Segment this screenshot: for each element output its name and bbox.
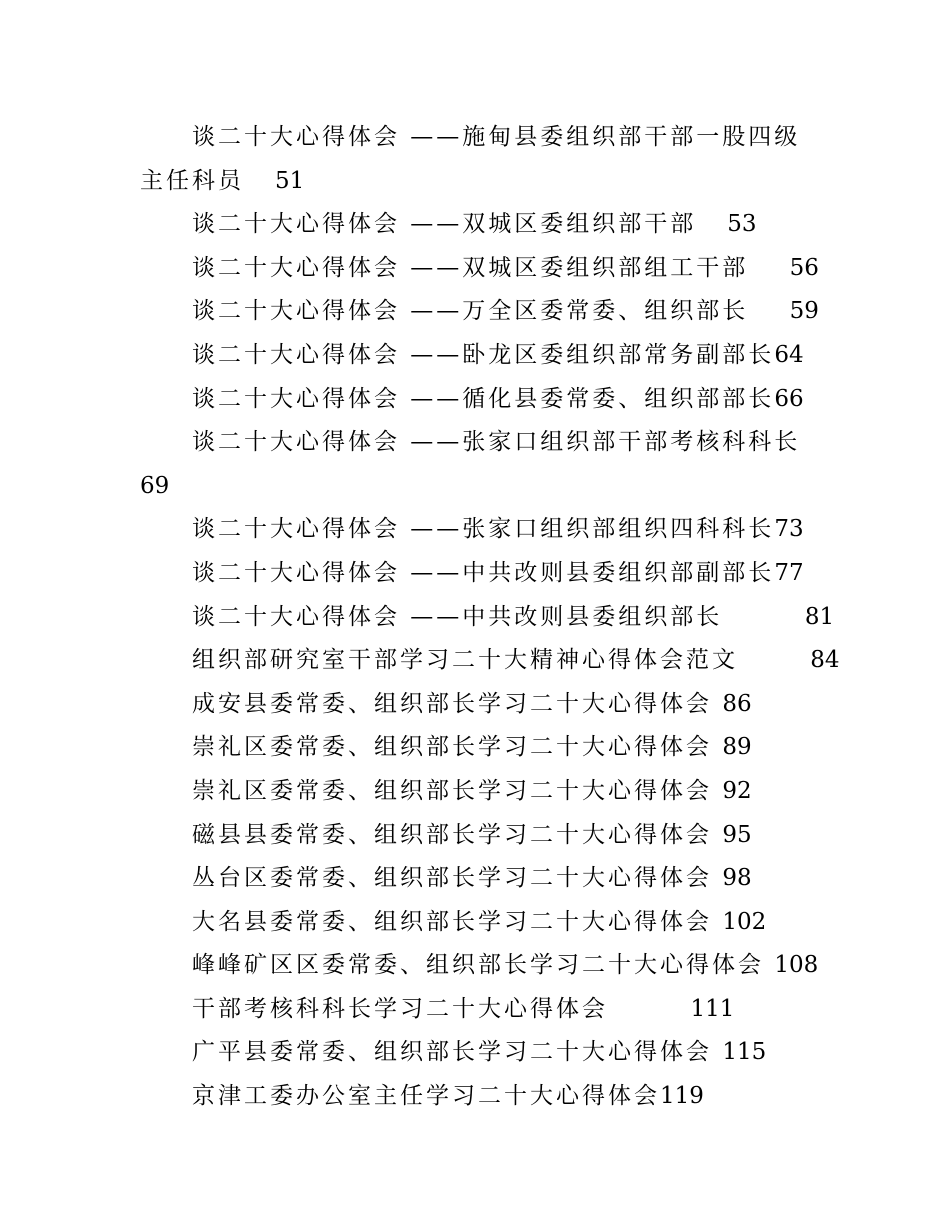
toc-entry-page: 119 <box>660 1083 704 1110</box>
toc-entry-title: 广平县委常委、组织部长学习二十大心得体会 <box>192 1039 712 1066</box>
toc-entry[interactable] <box>140 857 810 901</box>
toc-entry-separator <box>712 909 722 935</box>
toc-entry-page: 95 <box>722 821 752 848</box>
toc-entry[interactable] <box>140 378 810 422</box>
toc-entry[interactable] <box>140 552 810 596</box>
toc-entry-title: 谈二十大心得体会 ——张家口组织部干部考核科科长 <box>192 429 801 456</box>
toc-entry[interactable] <box>140 203 810 247</box>
toc-entry-page: 73 <box>774 516 804 543</box>
toc-entry-title: 谈二十大心得体会 ——双城区委组织部干部 <box>192 211 697 238</box>
toc-entry-page: 77 <box>774 559 804 586</box>
toc-entry[interactable] <box>140 988 810 1032</box>
toc-entry-separator <box>738 647 810 673</box>
toc-entry-title: 成安县委常委、组织部长学习二十大心得体会 <box>192 690 712 717</box>
toc-entry-separator <box>764 952 774 978</box>
toc-entry-title: 京津工委办公室主任学习二十大心得体会 <box>192 1083 660 1110</box>
toc-entry-title: 磁县县委常委、组织部长学习二十大心得体会 <box>192 821 712 848</box>
toc-entry-page: 98 <box>722 865 752 892</box>
toc-entry-title: 峰峰矿区区委常委、组织部长学习二十大心得体会 <box>192 952 764 979</box>
toc-entry[interactable] <box>140 334 810 378</box>
toc-entry-title: 崇礼区委常委、组织部长学习二十大心得体会 <box>192 734 712 761</box>
toc-entry-separator <box>712 865 722 891</box>
toc-entry[interactable] <box>140 596 835 640</box>
toc-entry-page: 108 <box>774 952 819 979</box>
toc-entry-page: 111 <box>690 995 735 1022</box>
toc-entry-title: 大名县委常委、组织部长学习二十大心得体会 <box>192 908 712 935</box>
toc-entry-title: 谈二十大心得体会 ——万全区委常委、组织部长 <box>192 298 749 325</box>
toc-entry-title: 干部考核科科长学习二十大心得体会 <box>192 995 608 1022</box>
toc-entry[interactable] <box>140 944 819 988</box>
toc-entry-page: 64 <box>774 341 804 368</box>
toc-entry-separator <box>608 996 691 1022</box>
toc-entry-page: 56 <box>789 254 819 281</box>
toc-entry-page: 51 <box>274 167 305 194</box>
toc-entry-title: 谈二十大心得体会 ——施甸县委组织部干部一股四级主任科员 <box>140 124 801 194</box>
toc-entry[interactable] <box>140 508 810 552</box>
toc-entry[interactable] <box>140 901 810 945</box>
toc-entry-separator <box>712 734 722 760</box>
toc-entry-separator <box>244 168 275 194</box>
toc-entry-page: 102 <box>722 908 767 935</box>
toc-entry[interactable] <box>140 1075 810 1119</box>
toc-entry[interactable] <box>140 726 810 770</box>
toc-entry[interactable] <box>140 290 819 334</box>
toc-entry-title: 谈二十大心得体会 ——中共改则县委组织部长 <box>192 603 723 630</box>
toc-entry-page: 81 <box>804 603 835 630</box>
toc-entry-separator <box>712 822 722 848</box>
table-of-contents <box>140 116 840 1119</box>
toc-entry-separator <box>722 604 805 630</box>
toc-entry[interactable] <box>140 683 810 727</box>
toc-entry-separator <box>748 255 789 281</box>
toc-entry[interactable] <box>140 116 810 203</box>
toc-entry-separator <box>712 1039 722 1065</box>
toc-entry[interactable] <box>140 770 810 814</box>
toc-entry-title: 谈二十大心得体会 ——中共改则县委组织部副部长 <box>192 559 775 586</box>
toc-entry-title: 谈二十大心得体会 ——双城区委组织部组工干部 <box>192 254 749 281</box>
toc-entry-page: 84 <box>810 647 840 674</box>
toc-entry-title: 组织部研究室干部学习二十大精神心得体会范文 <box>192 647 738 674</box>
toc-entry-page: 89 <box>722 734 752 761</box>
toc-entry-page: 92 <box>722 777 752 804</box>
toc-entry[interactable] <box>140 639 840 683</box>
toc-entry-title: 崇礼区委常委、组织部长学习二十大心得体会 <box>192 777 712 804</box>
toc-entry-separator <box>712 691 722 717</box>
toc-entry-title: 谈二十大心得体会 ——卧龙区委组织部常务副部长 <box>192 341 775 368</box>
toc-entry-separator <box>712 778 722 804</box>
toc-entry[interactable] <box>140 421 810 508</box>
toc-entry-separator <box>696 211 727 237</box>
toc-entry-page: 69 <box>140 472 170 499</box>
toc-entry-page: 86 <box>722 690 752 717</box>
toc-entry-title: 谈二十大心得体会 ——循化县委常委、组织部部长 <box>192 385 775 412</box>
toc-entry[interactable] <box>140 814 810 858</box>
toc-entry-page: 59 <box>789 298 819 325</box>
toc-entry-page: 53 <box>727 211 757 238</box>
toc-entry[interactable] <box>140 247 819 291</box>
toc-entry-title: 谈二十大心得体会 ——张家口组织部组织四科科长 <box>192 516 775 543</box>
toc-entry-page: 66 <box>774 385 804 412</box>
toc-entry-title: 丛台区委常委、组织部长学习二十大心得体会 <box>192 865 712 892</box>
toc-entry[interactable] <box>140 1031 810 1075</box>
toc-entry-page: 115 <box>722 1039 767 1066</box>
toc-entry-separator <box>748 298 789 324</box>
